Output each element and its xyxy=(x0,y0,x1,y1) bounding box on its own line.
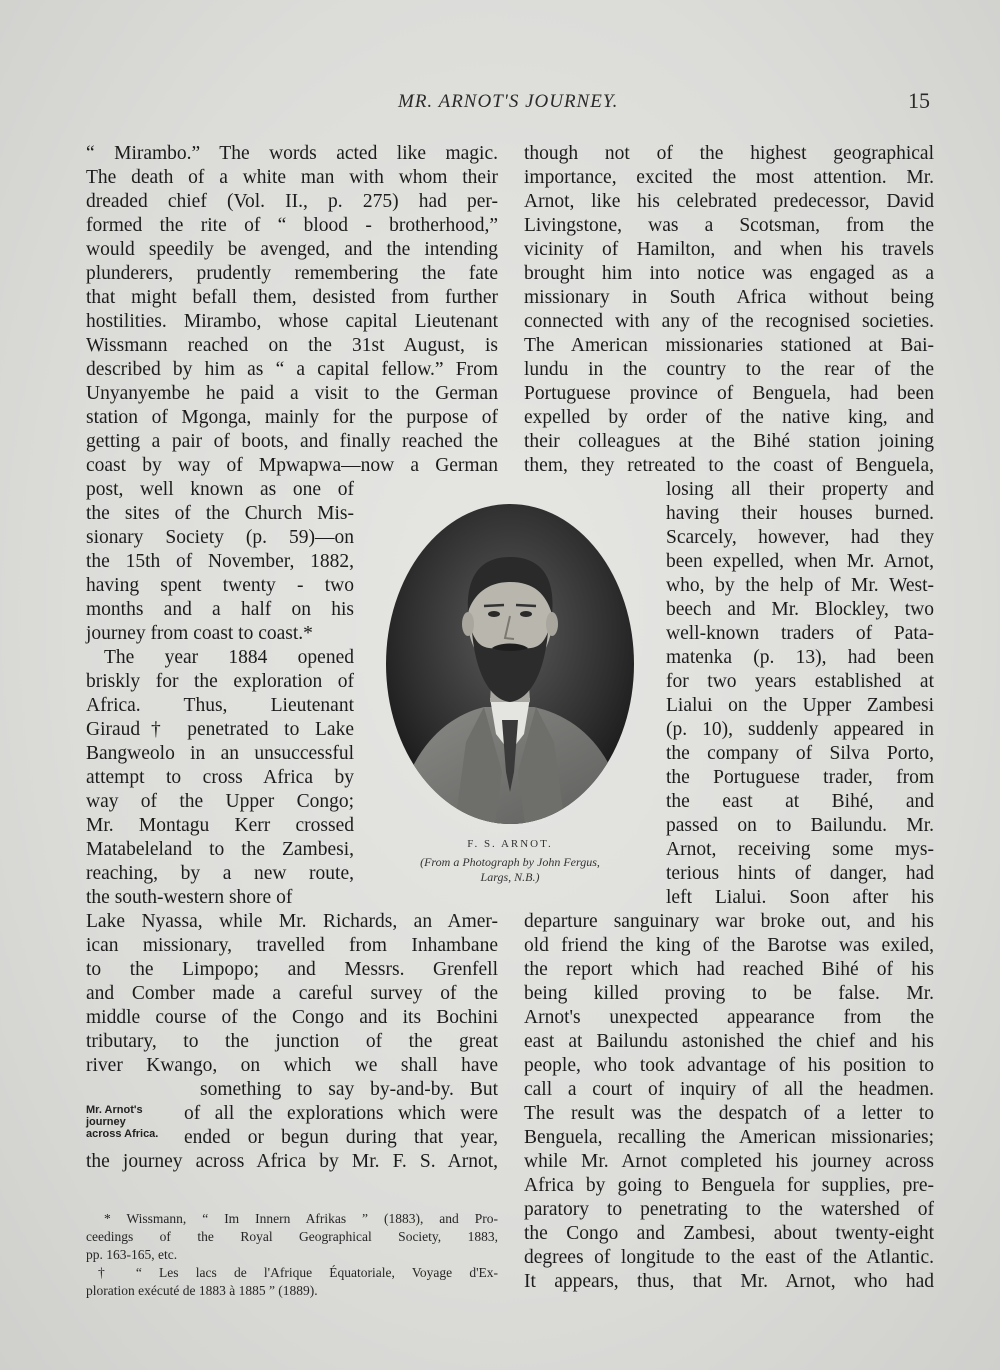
body-line: (p. 10), suddenly appeared in xyxy=(666,719,934,740)
figure-caption-source xyxy=(390,855,630,885)
body-line: the journey across Africa by Mr. F. S. Arnot, xyxy=(86,1151,498,1172)
body-line: that might befall them, desisted from further xyxy=(86,287,498,308)
body-line: post, well known as one of xyxy=(86,479,354,500)
body-line: months and a half on his xyxy=(86,599,354,620)
sidenote-line: journey xyxy=(86,1116,126,1128)
footnote-line: pp. 163-165, etc. xyxy=(86,1247,178,1262)
body-line: Giraud† penetrated to Lake xyxy=(86,719,354,740)
body-line: Arnot's unexpected appearance from the xyxy=(524,1007,934,1028)
body-line: losing all their property and xyxy=(666,479,934,500)
body-line: lundu in the country to the rear of the xyxy=(524,359,934,380)
body-line: the sites of the Church Mis- xyxy=(86,503,354,524)
body-line: Lialui on the Upper Zambesi xyxy=(666,695,934,716)
body-line: degrees of longitude to the east of the Atlantic. xyxy=(524,1247,934,1268)
body-line: It appears, thus, that Mr. Arnot, who had xyxy=(524,1271,934,1292)
body-line: expelled by order of the native king, and xyxy=(524,407,934,428)
body-line: left Lialui. Soon after his xyxy=(666,887,934,908)
body-line: “ Mirambo.” The words acted like magic. xyxy=(86,143,498,164)
body-line: The death of a white man with whom their xyxy=(86,167,498,188)
caption-source-line: Largs, N.B.) xyxy=(480,870,540,884)
body-line: people, who took advantage of his position to xyxy=(524,1055,934,1076)
body-line: ended or begun during that year, xyxy=(184,1127,498,1148)
body-line: hostilities. Mirambo, whose capital Lieutenant xyxy=(86,311,498,332)
body-line: who, by the help of Mr. West- xyxy=(666,575,934,596)
body-line: east at Bailundu astonished the chief and his xyxy=(524,1031,934,1052)
figure-caption-name: F. S. ARNOT. xyxy=(467,838,553,850)
body-line: of all the explorations which were xyxy=(184,1103,498,1124)
body-line: ican missionary, travelled from Inhambane xyxy=(86,935,498,956)
body-line: the east at Bihé, and xyxy=(666,791,934,812)
body-line: plunderers, prudently remembering the fate xyxy=(86,263,498,284)
body-line: having spent twenty - two xyxy=(86,575,354,596)
body-line: would speedily be avenged, and the intending xyxy=(86,239,498,260)
body-line: matenka (p. 13), had been xyxy=(666,647,934,668)
body-line: been expelled, when Mr. Arnot, xyxy=(666,551,934,572)
body-line: Arnot, like his celebrated predecessor, David xyxy=(524,191,934,212)
body-line: journey from coast to coast.* xyxy=(86,623,313,644)
body-line: Arnot, receiving some mys- xyxy=(666,839,934,860)
footnote-line: ploration exécuté de 1883 à 1885 ” (1889). xyxy=(86,1283,318,1298)
body-line: their colleagues at the Bihé station joining xyxy=(524,431,934,452)
body-line: being killed proving to be false. Mr. xyxy=(524,983,934,1004)
body-line: well-known traders of Pata- xyxy=(666,623,934,644)
body-line: old friend the king of the Barotse was exiled, xyxy=(524,935,934,956)
body-line: vicinity of Hamilton, and when his travels xyxy=(524,239,934,260)
body-line: to the Limpopo; and Messrs. Grenfell xyxy=(86,959,498,980)
body-line: terious hints of danger, had xyxy=(666,863,934,884)
body-line: though not of the highest geographical xyxy=(524,143,934,164)
body-line: Africa. Thus, Lieutenant xyxy=(86,695,354,716)
body-line: way of the Upper Congo; xyxy=(86,791,354,812)
body-line: Mr. Montagu Kerr crossed xyxy=(86,815,354,836)
body-line: the 15th of November, 1882, xyxy=(86,551,354,572)
footnote-line: * Wissmann, “ Im Innern Afrikas ” (1883), and Pro- xyxy=(104,1211,498,1226)
caption-source-line: (From a Photograph by John Fergus, xyxy=(420,855,600,869)
body-line: dreaded chief (Vol. II., p. 275) had per- xyxy=(86,191,498,212)
body-line: described by him as “ a capital fellow.” From xyxy=(86,359,498,380)
body-line: connected with any of the recognised societies. xyxy=(524,311,934,332)
footnote-line: † “ Les lacs de l'Afrique Équatoriale, Voyage d'Ex- xyxy=(98,1265,498,1280)
body-line: and Comber made a careful survey of the xyxy=(86,983,498,1004)
body-line: station of Mgonga, mainly for the purpose of xyxy=(86,407,498,428)
body-line: the Congo and Zambesi, about twenty-eight xyxy=(524,1223,934,1244)
sidenote-line: across Africa. xyxy=(86,1128,159,1140)
body-line: The result was the despatch of a letter to xyxy=(524,1103,934,1124)
body-line: while Mr. Arnot completed his journey across xyxy=(524,1151,934,1172)
body-line: The American missionaries stationed at Bai- xyxy=(524,335,934,356)
page-number: 15 xyxy=(908,88,930,113)
body-line: departure sanguinary war broke out, and his xyxy=(524,911,934,932)
body-line: the Portuguese trader, from xyxy=(666,767,934,788)
body-line: attempt to cross Africa by xyxy=(86,767,354,788)
body-line: brought him into notice was engaged as a xyxy=(524,263,934,284)
body-line: sionary Society (p. 59)—on xyxy=(86,527,354,548)
footnote-line: ceedings of the Royal Geographical Society, 1883, xyxy=(86,1229,498,1244)
body-line: the south-western shore of xyxy=(86,887,293,908)
body-line: reaching, by a new route, xyxy=(86,863,354,884)
body-line: importance, excited the most attention. Mr. xyxy=(524,167,934,188)
body-line: Benguela, recalling the American missionaries; xyxy=(524,1127,934,1148)
sidenote-line: Mr. Arnot's xyxy=(86,1104,143,1116)
body-line: for two years established at xyxy=(666,671,934,692)
body-line: beech and Mr. Blockley, two xyxy=(666,599,934,620)
body-line: having their houses burned. xyxy=(666,503,934,524)
body-line: coast by way of Mpwapwa—now a German xyxy=(86,455,498,476)
body-line: Unyanyembe he paid a visit to the German xyxy=(86,383,498,404)
body-line: river Kwango, on which we shall have xyxy=(86,1055,498,1076)
body-line: paratory to penetrating to the watershed of xyxy=(524,1199,934,1220)
body-line: Africa by going to Benguela for supplies, pre- xyxy=(524,1175,934,1196)
body-line: The year 1884 opened xyxy=(104,647,354,668)
body-line: call a court of inquiry of all the headmen. xyxy=(524,1079,934,1100)
body-line: the report which had reached Bihé of his xyxy=(524,959,934,980)
body-line: Scarcely, however, had they xyxy=(666,527,934,548)
body-line: Portuguese province of Benguela, had been xyxy=(524,383,934,404)
body-line: the company of Silva Porto, xyxy=(666,743,934,764)
body-line: Bangweolo in an unsuccessful xyxy=(86,743,354,764)
body-line: them, they retreated to the coast of Benguela, xyxy=(524,455,934,476)
body-line: Lake Nyassa, while Mr. Richards, an Amer- xyxy=(86,911,498,932)
margin-sidenote xyxy=(86,1104,158,1140)
body-line: Livingstone, was a Scotsman, from the xyxy=(524,215,934,236)
portrait-image xyxy=(384,502,636,826)
body-line: getting a pair of boots, and finally reached the xyxy=(86,431,498,452)
running-head: MR. ARNOT'S JOURNEY. xyxy=(398,91,619,112)
body-line: Matabeleland to the Zambesi, xyxy=(86,839,354,860)
body-line: formed the rite of “ blood - brotherhood,” xyxy=(86,215,498,236)
body-line: something to say by-and-by. But xyxy=(200,1079,498,1100)
body-line: passed on to Bailundu. Mr. xyxy=(666,815,934,836)
body-line: Wissmann reached on the 31st August, is xyxy=(86,335,498,356)
body-line: middle course of the Congo and its Bochini xyxy=(86,1007,498,1028)
body-line: tributary, to the junction of the great xyxy=(86,1031,498,1052)
body-line: missionary in South Africa without being xyxy=(524,287,934,308)
body-line: briskly for the exploration of xyxy=(86,671,354,692)
